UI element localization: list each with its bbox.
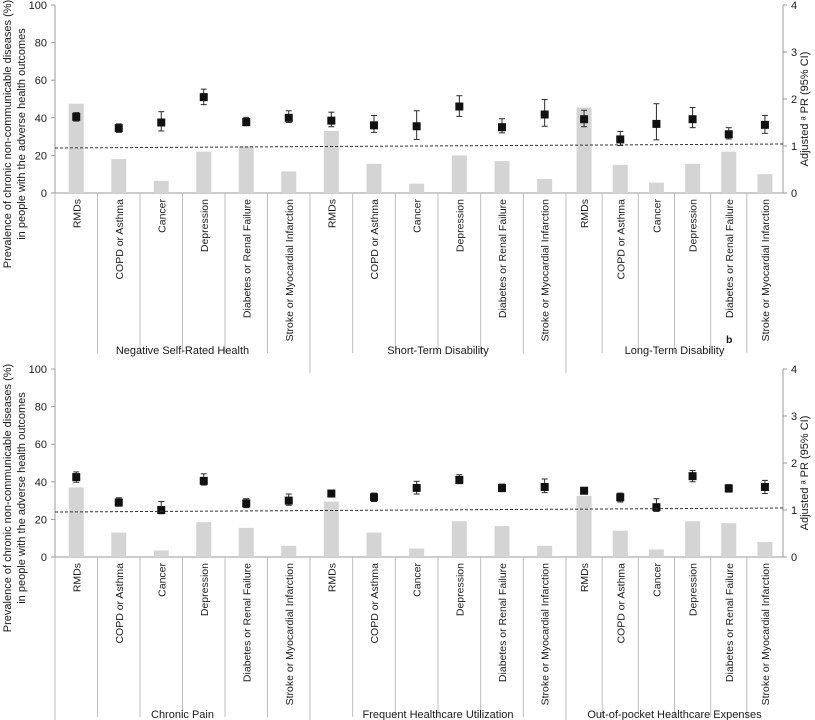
pr-point: [200, 477, 208, 485]
pr-point: [413, 484, 421, 492]
prevalence-bar: [239, 146, 254, 193]
prevalence-bar: [239, 528, 254, 557]
prevalence-bar: [685, 164, 700, 193]
right-tick-label: 4: [791, 0, 798, 12]
left-tick-label: 40: [34, 112, 47, 125]
category-label: Depression: [687, 563, 700, 617]
category-label: Stroke or Myocardial Infarction: [283, 563, 296, 706]
pr-point: [725, 130, 733, 138]
right-tick-label: 2: [791, 458, 798, 470]
category-label: RMDs: [71, 199, 84, 229]
prevalence-bar: [613, 531, 628, 557]
pr-point: [616, 135, 624, 143]
prevalence-bar: [154, 181, 169, 193]
category-label: RMDs: [326, 563, 339, 593]
right-axis-title: Adjusted ᵃ PR (95% CI): [799, 51, 811, 167]
prevalence-bar: [537, 179, 552, 193]
prevalence-bar: [324, 502, 339, 557]
prevalence-bar: [757, 174, 772, 193]
prevalence-bar: [537, 546, 552, 557]
pr-point: [725, 484, 733, 492]
pr-point: [652, 120, 660, 128]
category-label: Diabetes or Renal Failure: [241, 563, 254, 683]
category-label: Stroke or Myocardial Infarction: [759, 563, 772, 706]
category-label: COPD or Asthma: [615, 563, 628, 644]
left-tick-label: 60: [34, 75, 47, 88]
prevalence-bar: [111, 533, 126, 557]
prevalence-bar: [69, 487, 84, 557]
group-label: Chronic Pain: [151, 709, 214, 720]
category-label: Cancer: [156, 563, 169, 597]
pr-point: [370, 493, 378, 501]
prevalence-bar: [613, 165, 628, 193]
panel-2: [2, 364, 811, 720]
category-label: Cancer: [651, 563, 664, 597]
pr-point: [498, 123, 506, 131]
left-axis-title-line: Prevalence of chronic non-communicable diseases (%): [2, 363, 14, 633]
pr-point: [761, 121, 769, 129]
prevalence-bar: [154, 550, 169, 557]
group-label: Short-Term Disability: [387, 345, 489, 357]
prevalence-bar: [409, 549, 424, 557]
right-tick-label: 4: [791, 364, 798, 376]
prevalence-bar: [196, 152, 211, 193]
right-tick-label: 1: [791, 505, 798, 517]
prevalence-bar: [685, 521, 700, 557]
category-label: Depression: [198, 563, 211, 617]
left-tick-label: 20: [34, 514, 47, 527]
prevalence-bar: [324, 131, 339, 193]
reference-line: [55, 144, 783, 148]
right-tick-label: 2: [791, 94, 798, 106]
left-tick-label: 0: [40, 552, 47, 564]
pr-point: [115, 124, 123, 132]
prevalence-bar: [281, 171, 296, 193]
pr-point: [370, 121, 378, 129]
category-label: Stroke or Myocardial Infarction: [759, 199, 772, 342]
category-label: COPD or Asthma: [615, 199, 628, 280]
pr-point: [327, 490, 335, 498]
prevalence-bar: [452, 155, 467, 193]
pr-point: [541, 483, 549, 491]
prevalence-bar: [495, 526, 510, 557]
prevalence-bar: [111, 159, 126, 193]
category-label: Stroke or Myocardial Infarction: [539, 199, 552, 342]
group-label: Frequent Healthcare Utilization: [362, 709, 514, 720]
pr-point: [242, 118, 250, 126]
left-tick-label: 100: [28, 364, 47, 376]
category-label: Cancer: [411, 199, 424, 233]
pr-point: [689, 115, 697, 123]
pr-point: [327, 117, 335, 125]
right-tick-label: 1: [791, 141, 798, 153]
category-label: Depression: [454, 199, 467, 253]
pr-point: [689, 472, 697, 480]
category-label: Cancer: [156, 199, 169, 233]
category-label: Depression: [687, 199, 700, 253]
left-tick-label: 40: [34, 476, 47, 489]
category-label: COPD or Asthma: [113, 199, 126, 280]
category-label: Diabetes or Renal Failure: [723, 199, 736, 319]
left-tick-label: 80: [34, 401, 47, 414]
pr-point: [242, 499, 250, 507]
pr-point: [72, 113, 80, 121]
right-axis-title: Adjusted ᵃ PR (95% CI): [799, 415, 811, 531]
left-tick-label: 60: [34, 439, 47, 452]
category-label: Diabetes or Renal Failure: [497, 199, 509, 319]
prevalence-bar: [649, 549, 664, 557]
left-tick-label: 100: [28, 0, 47, 12]
prevalence-bar: [367, 164, 382, 193]
pr-point: [115, 498, 123, 506]
left-axis-title-line: in people with the adverse health outcomes: [16, 392, 28, 604]
prevalence-bar: [409, 184, 424, 193]
right-tick-label: 0: [791, 188, 798, 200]
prevalence-bar: [757, 542, 772, 557]
pr-point: [580, 487, 588, 495]
footnote-marker: b: [726, 334, 733, 346]
group-label: Long-Term Disability: [624, 345, 725, 357]
right-tick-label: 3: [791, 411, 798, 423]
pr-point: [285, 497, 293, 505]
right-tick-label: 3: [791, 47, 798, 59]
prevalence-bar: [367, 533, 382, 557]
category-label: Stroke or Myocardial Infarction: [283, 199, 296, 342]
category-label: Depression: [454, 563, 467, 617]
category-label: RMDs: [71, 563, 84, 593]
category-label: Cancer: [651, 199, 664, 233]
pr-point: [761, 483, 769, 491]
category-label: Stroke or Myocardial Infarction: [539, 563, 552, 706]
group-label: Out-of-pocket Healthcare Expenses: [587, 709, 762, 720]
left-axis-title: [2, 0, 28, 268]
prevalence-bar: [196, 522, 211, 557]
pr-point: [541, 111, 549, 119]
category-label: COPD or Asthma: [369, 563, 381, 644]
prevalence-bar: [577, 496, 592, 557]
category-label: Depression: [198, 199, 211, 253]
pr-point: [580, 115, 588, 123]
prevalence-bar: [281, 546, 296, 557]
category-label: COPD or Asthma: [369, 199, 381, 280]
category-label: Cancer: [411, 563, 424, 597]
prevalence-bar: [721, 152, 736, 193]
category-label: Diabetes or Renal Failure: [497, 563, 509, 683]
category-label: COPD or Asthma: [113, 563, 126, 644]
pr-point: [200, 93, 208, 101]
prevalence-bar: [452, 521, 467, 557]
left-axis-title-line: in people with the adverse health outcomes: [16, 28, 28, 240]
pr-point: [285, 114, 293, 122]
pr-point: [616, 493, 624, 501]
category-label: Diabetes or Renal Failure: [723, 563, 736, 683]
prevalence-bar: [721, 523, 736, 557]
pr-point: [455, 476, 463, 484]
pr-point: [72, 473, 80, 481]
prevalence-bar: [649, 183, 664, 193]
category-label: RMDs: [579, 199, 592, 229]
left-tick-label: 0: [40, 188, 47, 200]
pr-point: [157, 506, 165, 514]
prevalence-bar: [495, 161, 510, 193]
pr-point: [652, 503, 660, 511]
pr-point: [157, 119, 165, 127]
category-label: RMDs: [579, 563, 592, 593]
pr-point: [498, 484, 506, 492]
left-axis-title: [2, 364, 28, 632]
panel-1: [2, 0, 811, 373]
left-tick-label: 20: [34, 150, 47, 163]
category-label: Diabetes or Renal Failure: [241, 199, 254, 319]
category-label: RMDs: [326, 199, 339, 229]
pr-point: [455, 103, 463, 111]
group-label: Negative Self-Rated Health: [115, 345, 250, 357]
left-tick-label: 80: [34, 37, 47, 50]
pr-point: [413, 122, 421, 130]
right-tick-label: 0: [791, 552, 798, 564]
left-axis-title-line: Prevalence of chronic non-communicable diseases (%): [2, 0, 14, 269]
